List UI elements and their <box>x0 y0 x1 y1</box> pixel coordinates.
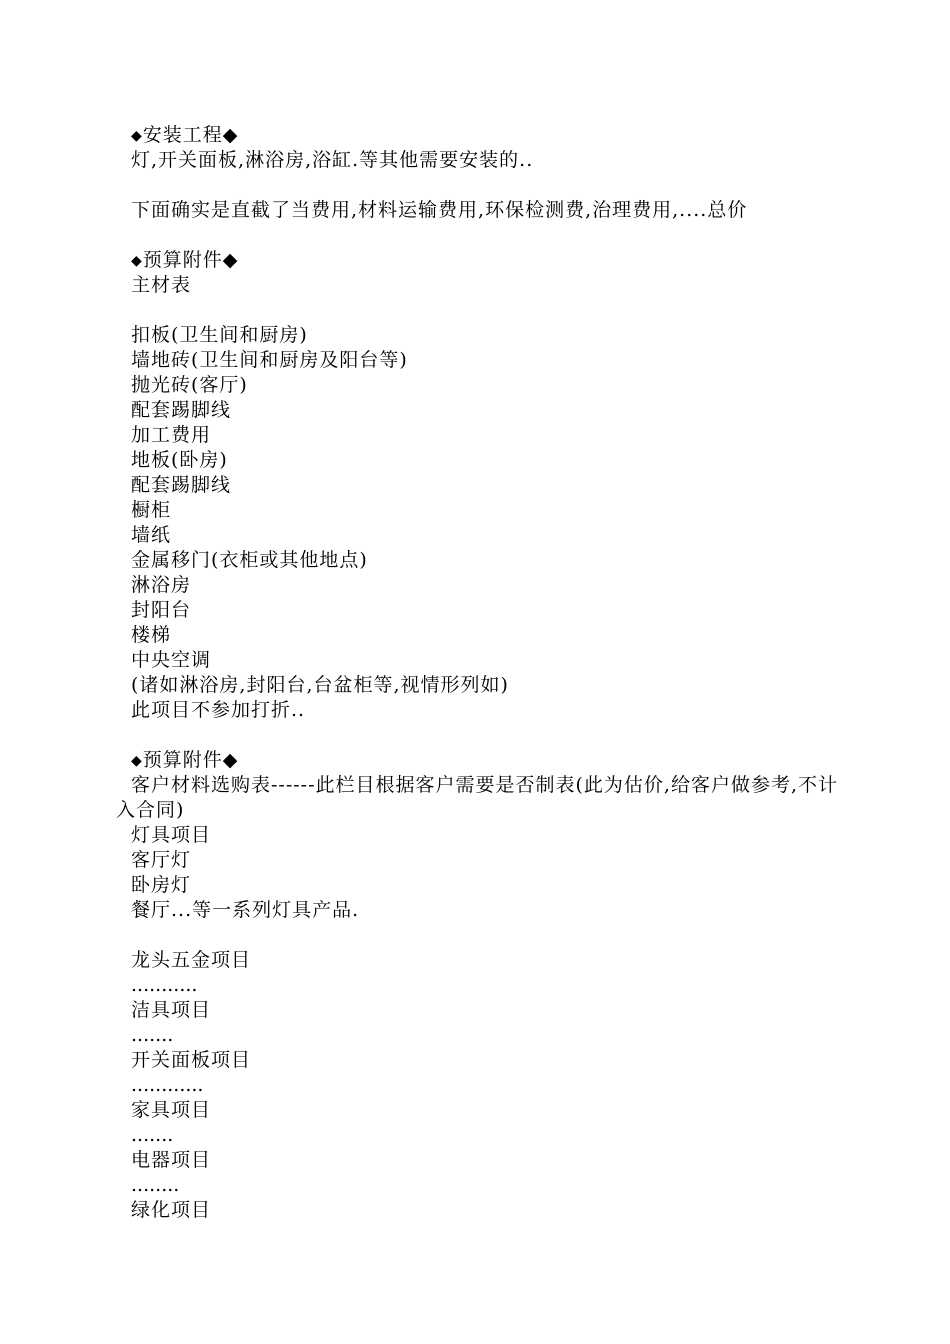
diamond-small-icon: ◆ <box>131 128 143 144</box>
list-item: 抛光砖(客厅) <box>131 374 248 396</box>
diamond-icon: ◆ <box>222 749 239 771</box>
diamond-icon: ◆ <box>222 124 239 146</box>
group-dots: ........... <box>131 974 198 996</box>
list-item: 灯具项目 <box>131 824 212 846</box>
group-dots: ........ <box>131 1174 180 1196</box>
group-name: 洁具项目 <box>131 999 212 1021</box>
budget2-heading <box>116 748 846 773</box>
budget2-intro <box>116 773 846 823</box>
list-item: 客厅灯 <box>131 849 192 871</box>
diamond-icon: ◆ <box>222 249 239 271</box>
group-name: 龙头五金项目 <box>131 949 252 971</box>
spacer <box>116 923 846 948</box>
list-item: 此项目不参加打折.. <box>131 699 306 721</box>
document-body <box>116 123 846 1223</box>
spacer <box>116 173 846 198</box>
list-item: 墙地砖(卫生间和厨房及阳台等) <box>131 349 408 371</box>
group-name: 电器项目 <box>131 1149 212 1171</box>
diamond-small-icon: ◆ <box>131 253 143 269</box>
list-item: 楼梯 <box>131 624 172 646</box>
install-heading <box>116 123 846 148</box>
group-name: 绿化项目 <box>131 1199 212 1221</box>
spacer <box>116 723 846 748</box>
group-dots: ....... <box>131 1024 174 1046</box>
group-name: 家具项目 <box>131 1099 212 1121</box>
budget1-subtitle: 主材表 <box>131 274 192 296</box>
list-item: 橱柜 <box>131 499 172 521</box>
budget2-intro-text: 客户材料选购表------此栏目根据客户需要是否制表(此为估价,给客户做参考,不计入合同) <box>116 774 839 821</box>
budget2-title: 预算附件 <box>142 749 223 771</box>
list-item: 中央空调 <box>131 649 212 671</box>
list-item: 配套踢脚线 <box>131 474 232 496</box>
install-title: 安装工程 <box>142 124 223 146</box>
list-item: 淋浴房 <box>131 574 192 596</box>
list-item: 扣板(卫生间和厨房) <box>131 324 308 346</box>
budget1-heading <box>116 248 846 273</box>
list-item: 金属移门(衣柜或其他地点) <box>131 549 368 571</box>
group-name: 开关面板项目 <box>131 1049 252 1071</box>
budget1-title: 预算附件 <box>142 249 223 271</box>
group-dots: ............ <box>131 1074 204 1096</box>
list-item: 餐厅...等一系列灯具产品. <box>131 899 360 921</box>
spacer <box>116 298 846 323</box>
group-dots: ....... <box>131 1124 174 1146</box>
spacer <box>116 223 846 248</box>
list-item: 卧房灯 <box>131 874 192 896</box>
list-item: (诸如淋浴房,封阳台,台盆柜等,视情形列如) <box>131 674 509 696</box>
install-fees: 下面确实是直截了当费用,材料运输费用,环保检测费,治理费用,....总价 <box>131 199 748 221</box>
list-item: 墙纸 <box>131 524 172 546</box>
list-item: 加工费用 <box>131 424 212 446</box>
list-item: 地板(卧房) <box>131 449 228 471</box>
install-items: 灯,开关面板,淋浴房,浴缸.等其他需要安装的.. <box>131 149 534 171</box>
list-item: 封阳台 <box>131 599 192 621</box>
list-item: 配套踢脚线 <box>131 399 232 421</box>
diamond-small-icon: ◆ <box>131 753 143 769</box>
